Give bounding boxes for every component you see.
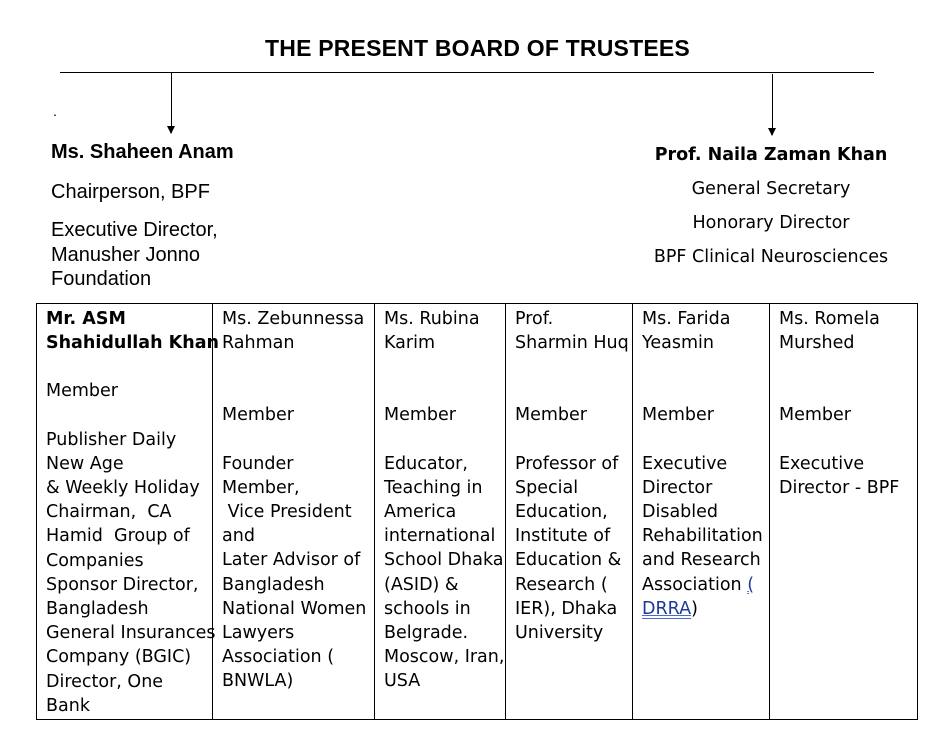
member-description-line: Sponsor Director, xyxy=(46,574,199,595)
member-name-line: Sharmin Huq xyxy=(515,333,629,354)
member-role: Member xyxy=(642,405,714,426)
member-description-line xyxy=(642,597,763,621)
member-description xyxy=(222,452,368,694)
member-description-line: Publisher Daily xyxy=(46,429,177,450)
member-cell xyxy=(770,304,918,720)
member-description xyxy=(642,452,763,621)
description-text: Association xyxy=(642,574,748,595)
stray-mark: . xyxy=(53,103,57,119)
member-description-line: Institute of xyxy=(515,526,611,547)
member-description-line: Belgrade. xyxy=(384,623,469,644)
chairperson-name: Ms. Shaheen Anam xyxy=(51,141,234,163)
member-description-line: General Insurances xyxy=(46,623,216,644)
member-name-line: Ms. Farida xyxy=(642,309,731,329)
member-description-line: schools in xyxy=(384,598,471,619)
member-description-line: Special xyxy=(515,477,579,498)
member-description-line: Founder xyxy=(222,453,294,474)
secretary-line: General Secretary xyxy=(691,179,851,199)
member-description-line: New Age xyxy=(46,453,124,474)
member-description-line: Education, xyxy=(515,502,608,523)
member-name-line: Yeasmin xyxy=(642,333,714,354)
member-role: Member xyxy=(222,405,294,426)
member-name xyxy=(222,307,368,355)
member-name-line: Ms. Rubina xyxy=(384,309,480,329)
title-divider-line xyxy=(60,72,874,73)
member-description xyxy=(384,452,505,694)
member-description-line: IER), Dhaka xyxy=(515,598,618,619)
member-description-line: Educator, xyxy=(384,453,468,474)
member-description-line: Company (BGIC) xyxy=(46,647,192,668)
member-description-line: Disabled xyxy=(642,502,719,523)
member-description-line: Research ( xyxy=(515,574,608,595)
members-table xyxy=(36,303,918,720)
member-description-line: America xyxy=(384,502,457,523)
drra-link-paren[interactable]: ( xyxy=(747,574,755,595)
member-description-line: Director - BPF xyxy=(779,477,900,498)
member-description-line: Bangladesh xyxy=(46,599,149,620)
member-name-line: Prof. xyxy=(515,309,554,329)
member-description-line: Education & xyxy=(515,550,622,571)
member-name-line: Ms. Romela xyxy=(779,309,880,329)
member-description-line: Director xyxy=(642,477,713,498)
member-description xyxy=(779,452,911,500)
member-description xyxy=(515,452,626,646)
member-description-line: Moscow, Iran, xyxy=(384,647,505,668)
chairperson-position-line: Manusher Jonno xyxy=(51,243,200,266)
member-description-line: School Dhaka xyxy=(384,550,504,571)
member-description-line: Companies xyxy=(46,550,144,571)
member-name-line: Ms. Zebunnessa xyxy=(222,309,365,329)
drra-link[interactable]: DRRA xyxy=(642,598,692,619)
member-name xyxy=(642,307,763,355)
member-cell xyxy=(633,304,770,720)
member-description-line: Professor of xyxy=(515,453,619,474)
member-name xyxy=(779,307,911,355)
member-name-line: Rahman xyxy=(222,333,295,354)
table-row xyxy=(37,304,918,720)
secretary-block xyxy=(635,143,907,279)
member-description-line: Hamid Group of xyxy=(46,526,190,547)
member-description-line: Executive xyxy=(642,453,728,474)
member-description-line: USA xyxy=(384,671,421,692)
member-cell xyxy=(375,304,506,720)
chairperson-position xyxy=(51,218,311,292)
member-cell xyxy=(37,304,219,720)
member-role: Member xyxy=(515,405,587,426)
chairperson-position-line: Executive Director, xyxy=(51,219,218,241)
member-role: Member xyxy=(384,405,456,426)
page-title: THE PRESENT BOARD OF TRUSTEES xyxy=(265,35,690,61)
member-description-line: Later Advisor of xyxy=(222,550,361,571)
member-name xyxy=(46,307,219,355)
member-name-line: Murshed xyxy=(779,333,855,354)
chairperson-role: Chairperson, BPF xyxy=(51,180,210,203)
member-name-line: Karim xyxy=(384,333,435,354)
member-description-line: Executive xyxy=(779,453,865,474)
description-text: ) xyxy=(691,598,698,619)
member-description-line: Bangladesh xyxy=(222,574,325,595)
chairperson-block xyxy=(51,140,311,292)
member-description-line: University xyxy=(515,623,604,644)
member-description-line: Vice President xyxy=(222,502,352,523)
member-description-line: and Research xyxy=(642,550,761,571)
member-description-line: international xyxy=(384,526,496,547)
member-description-line xyxy=(642,573,763,597)
secretary-name: Prof. Naila Zaman Khan xyxy=(654,145,888,165)
member-description-line: and xyxy=(222,526,255,547)
member-description-line: (ASID) & xyxy=(384,574,459,595)
member-description-line: Bank xyxy=(46,695,90,716)
member-description-line: Chairman, CA xyxy=(46,502,172,523)
down-arrow-left-icon xyxy=(171,73,172,133)
member-role: Member xyxy=(779,405,851,426)
member-name-line: Mr. ASM xyxy=(46,309,126,329)
member-description-line: Teaching in xyxy=(384,477,483,498)
member-role: Member xyxy=(46,381,118,402)
member-name-line: Shahidullah Khan xyxy=(46,333,219,354)
secretary-line: Honorary Director xyxy=(692,213,850,233)
member-description-line: Rehabilitation xyxy=(642,526,763,547)
down-arrow-right-icon xyxy=(772,74,773,135)
member-cell xyxy=(506,304,633,720)
member-name xyxy=(384,307,499,355)
member-description-line: Director, One xyxy=(46,671,164,692)
member-description-line: Lawyers xyxy=(222,623,295,644)
member-name xyxy=(515,307,629,355)
secretary-line: BPF Clinical Neurosciences xyxy=(653,247,889,267)
member-cell xyxy=(213,304,375,720)
member-description-line: National Women xyxy=(222,598,367,619)
member-description-line: Member, xyxy=(222,477,300,498)
member-description-line: Association ( xyxy=(222,647,335,668)
chairperson-position-line: Foundation xyxy=(51,268,152,290)
member-description xyxy=(46,428,216,718)
member-description-line: & Weekly Holiday xyxy=(46,478,200,499)
member-description-line: BNWLA) xyxy=(222,671,294,692)
